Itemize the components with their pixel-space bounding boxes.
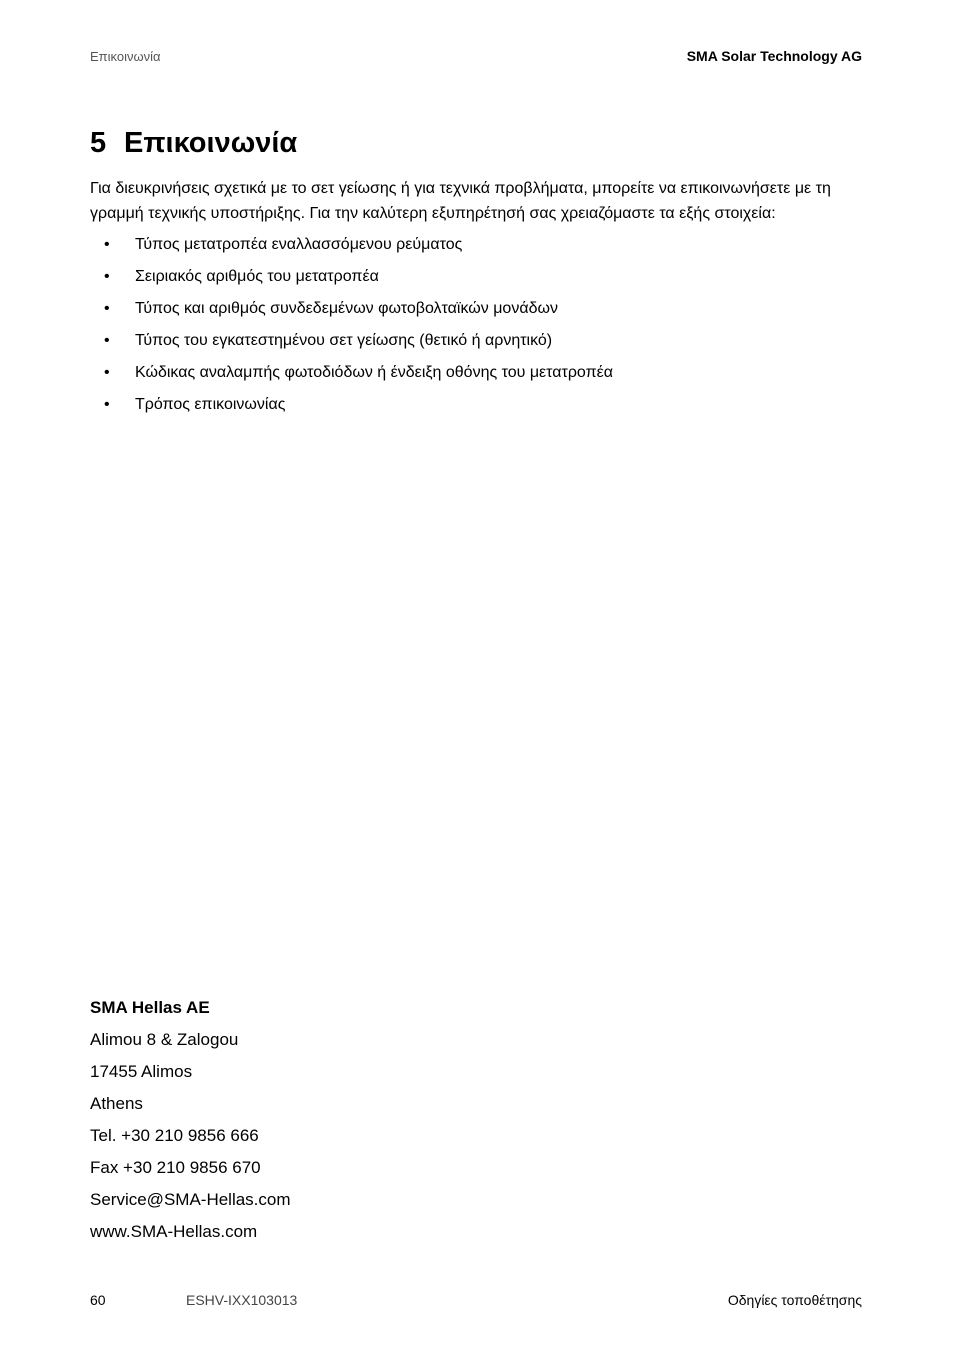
list-item (90, 393, 613, 425)
list-item (90, 361, 613, 393)
running-header-section: Επικοινωνία (90, 49, 161, 64)
document-code: ESHV-IXX103013 (186, 1292, 298, 1308)
bullet-icon: • (104, 236, 110, 253)
page-number: 60 (90, 1292, 106, 1308)
document-type: Οδηγίες τοποθέτησης (727, 1292, 862, 1308)
list-item-text: Σειριακός αριθμός του μετατροπέα (135, 268, 379, 285)
contact-city: Athens (90, 1094, 143, 1113)
contact-block (90, 996, 291, 1252)
chapter-number: 5 (90, 127, 107, 159)
list-item-text: Τύπος μετατροπέα εναλλασσόμενου ρεύματος (135, 236, 463, 253)
contact-company: SMA Hellas AE (90, 998, 210, 1017)
bullet-icon: • (104, 396, 110, 413)
required-info-list (90, 233, 613, 425)
list-item (90, 265, 613, 297)
contact-phone: Tel. +30 210 9856 666 (90, 1126, 259, 1145)
chapter-title: Επικοινωνία (124, 127, 298, 159)
list-item-text: Τύπος και αριθμός συνδεδεμένων φωτοβολταϊκών μονάδων (135, 300, 558, 317)
list-item-text: Τρόπος επικοινωνίας (135, 396, 286, 413)
running-header-company: SMA Solar Technology AG (686, 48, 862, 64)
contact-website: www.SMA-Hellas.com (90, 1222, 258, 1241)
intro-paragraph: Για διευκρινήσεις σχετικά με το σετ γείωσης ή για τεχνικά προβλήματα, μπορείτε να επικοινωνήσετε με τη γραμμή τεχνικής υποστήριξης. Για την καλύτερη εξυπηρέτησή σας χρειαζόμαστε τα εξής στοιχεία: (90, 180, 831, 222)
bullet-icon: • (104, 268, 110, 285)
contact-postal-city: 17455 Alimos (90, 1062, 193, 1081)
list-item (90, 297, 613, 329)
bullet-icon: • (104, 364, 110, 381)
list-item (90, 329, 613, 361)
list-item-text: Τύπος του εγκατεστημένου σετ γείωσης (θετικό ή αρνητικό) (135, 332, 553, 349)
bullet-icon: • (104, 300, 110, 317)
bullet-icon: • (104, 332, 110, 349)
contact-email: Service@SMA-Hellas.com (90, 1190, 291, 1209)
list-item (90, 233, 613, 265)
chapter-heading (90, 123, 297, 163)
list-item-text: Κώδικας αναλαμπής φωτοδιόδων ή ένδειξη οθόνης του μετατροπέα (135, 364, 614, 381)
contact-fax: Fax +30 210 9856 670 (90, 1158, 261, 1177)
contact-street: Alimou 8 & Zalogou (90, 1030, 239, 1049)
